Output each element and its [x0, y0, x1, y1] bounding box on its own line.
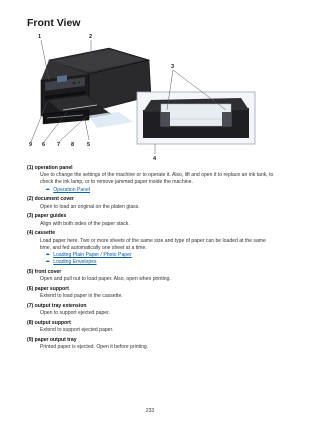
related-link-row — [27, 252, 277, 259]
part-description: Open and pull out to load paper. Also, open when printing. — [40, 276, 171, 283]
part-description: Open to support ejected paper. — [40, 310, 110, 317]
callout-5: 5 — [87, 142, 91, 148]
part-heading: (1) operation panel — [27, 165, 73, 171]
arrow-right-icon: ➨ — [46, 186, 51, 193]
part-heading: (9) paper output tray — [27, 337, 77, 344]
page-title: Front View — [27, 17, 81, 29]
arrow-right-icon: ➨ — [46, 252, 51, 259]
part-heading: (8) output support — [27, 320, 71, 327]
cassette-detail-inset — [137, 92, 255, 144]
operation-panel-link[interactable]: Operation Panel — [53, 186, 91, 193]
part-heading: (5) front cover — [27, 269, 62, 276]
part-description: Align with both sides of the paper stack. — [40, 220, 130, 227]
part-description: Use to change the settings of the machine or to operate it. Also, lift and open it to replace an ink tank, to check the ink lamp, or to remove jammed paper inside the machine. — [40, 172, 274, 186]
part-item — [27, 320, 277, 334]
part-heading: (6) paper support — [27, 286, 69, 293]
part-item — [27, 337, 277, 351]
printer-body — [41, 48, 151, 124]
parts-list — [27, 165, 277, 354]
related-link-row — [27, 187, 277, 194]
loading-envelopes-link[interactable]: Loading Envelopes — [53, 259, 97, 266]
part-description: Printed paper is ejected. Open it before printing. — [40, 344, 149, 351]
callout-3: 3 — [171, 64, 175, 70]
part-heading: (3) paper guides — [27, 213, 67, 220]
part-description: Load paper here. Two or more sheets of the same size and type of paper can be loaded at the same time, and fed automatically one sheet at a time. — [40, 237, 266, 251]
part-description: Open to load an original on the platen glass. — [40, 203, 140, 210]
callout-2: 2 — [89, 34, 93, 40]
callout-1: 1 — [38, 34, 42, 40]
part-item — [27, 303, 277, 317]
callout-6: 6 — [42, 142, 46, 148]
part-item — [27, 286, 277, 300]
arrow-right-icon: ➨ — [46, 259, 51, 266]
callout-8: 8 — [71, 142, 75, 148]
part-item — [27, 165, 277, 194]
part-description: Extend to load paper in the cassette. — [40, 293, 123, 300]
printer-front-view-illustration — [27, 30, 277, 160]
part-heading: (2) document cover — [27, 196, 74, 203]
callout-7: 7 — [57, 142, 61, 148]
part-heading: (7) output tray extension — [27, 303, 87, 310]
part-item — [27, 269, 277, 283]
loading-plain-paper-link[interactable]: Loading Plain Paper / Photo Paper — [53, 252, 132, 259]
part-item — [27, 196, 277, 210]
page-number: 233 — [145, 408, 155, 414]
part-item — [27, 230, 277, 266]
related-link-row — [27, 259, 277, 266]
part-item — [27, 213, 277, 227]
callout-4: 4 — [153, 156, 157, 160]
part-heading: (4) cassette — [27, 230, 56, 237]
callout-9: 9 — [29, 142, 33, 148]
part-description: Extend to support ejected paper. — [40, 327, 114, 334]
